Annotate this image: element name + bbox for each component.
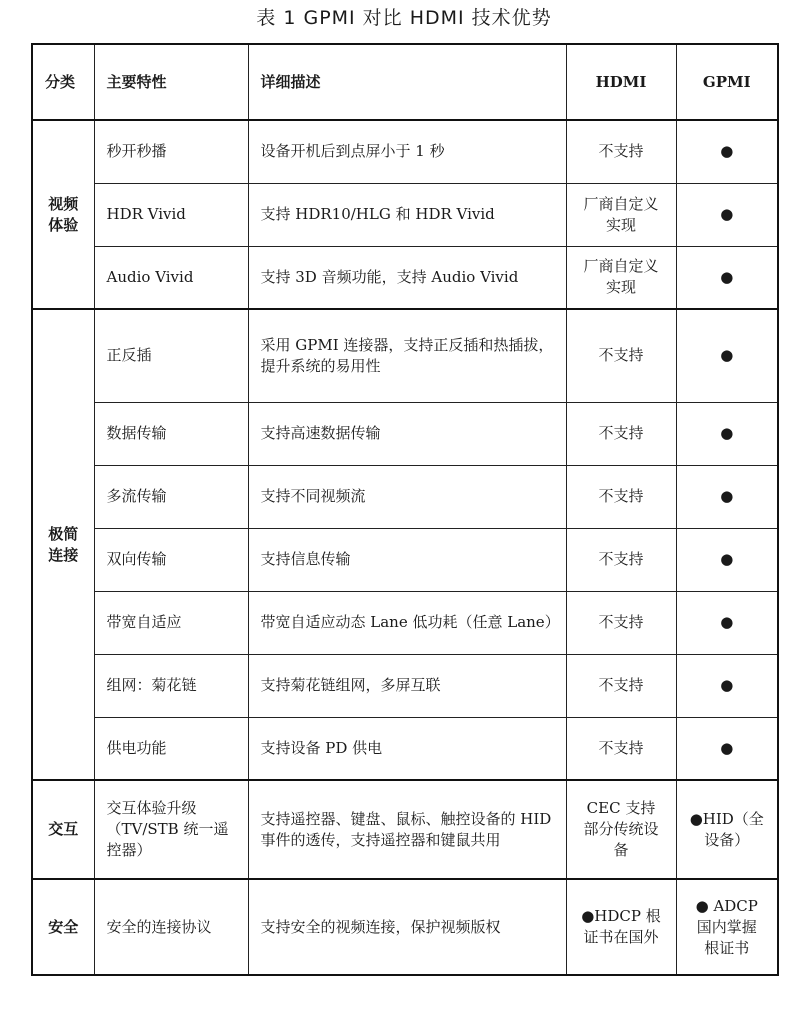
gpmi-cell: ●: [676, 183, 778, 246]
header-description: 详细描述: [248, 44, 566, 120]
header-gpmi: GPMI: [676, 44, 778, 120]
description-cell: 支持 3D 音频功能，支持 Audio Vivid: [248, 246, 566, 309]
hdmi-cell: CEC 支持 部分传统设 备: [566, 780, 676, 879]
gpmi-cell: ●: [676, 717, 778, 780]
description-cell: 支持安全的视频连接，保护视频版权: [248, 879, 566, 975]
description-cell: 支持不同视频流: [248, 465, 566, 528]
feature-cell: 交互体验升级 （TV/STB 统一遥 控器）: [94, 780, 248, 879]
table-row: [32, 528, 778, 591]
feature-cell: 安全的连接协议: [94, 879, 248, 975]
comparison-table: [31, 43, 779, 976]
hdmi-cell: 不支持: [566, 402, 676, 465]
description-cell: 支持 HDR10/HLG 和 HDR Vivid: [248, 183, 566, 246]
hdmi-cell: 不支持: [566, 309, 676, 402]
description-cell: 带宽自适应动态 Lane 低功耗（任意 Lane）: [248, 591, 566, 654]
description-cell: 支持遥控器、键盘、鼠标、触控设备的 HID 事件的透传，支持遥控器和键鼠共用: [248, 780, 566, 879]
table-row: [32, 465, 778, 528]
header-hdmi: HDMI: [566, 44, 676, 120]
description-cell: 支持高速数据传输: [248, 402, 566, 465]
gpmi-cell: ●: [676, 402, 778, 465]
table-row: [32, 246, 778, 309]
table-row: [32, 402, 778, 465]
feature-cell: 正反插: [94, 309, 248, 402]
feature-cell: 秒开秒播: [94, 120, 248, 183]
table-title: 表 1 GPMI 对比 HDMI 技术优势: [256, 7, 552, 29]
feature-cell: 多流传输: [94, 465, 248, 528]
gpmi-cell: ●: [676, 120, 778, 183]
table-row: [32, 879, 778, 975]
hdmi-cell: ●HDCP 根 证书在国外: [566, 879, 676, 975]
feature-cell: 组网：菊花链: [94, 654, 248, 717]
gpmi-cell: ●: [676, 465, 778, 528]
feature-cell: HDR Vivid: [94, 183, 248, 246]
table-row: [32, 780, 778, 879]
description-cell: 采用 GPMI 连接器，支持正反插和热插拔， 提升系统的易用性: [248, 309, 566, 402]
header-category: 分类: [32, 44, 94, 120]
description-cell: 支持菊花链组网，多屏互联: [248, 654, 566, 717]
category-cell: 交互: [32, 780, 94, 879]
description-cell: 设备开机后到点屏小于 1 秒: [248, 120, 566, 183]
hdmi-cell: 不支持: [566, 654, 676, 717]
hdmi-cell: 厂商自定义 实现: [566, 246, 676, 309]
table-row: [32, 183, 778, 246]
category-cell: 极简 连接: [32, 309, 94, 780]
gpmi-cell: ●: [676, 309, 778, 402]
table-row: [32, 654, 778, 717]
table-row: [32, 120, 778, 183]
header-row: [32, 44, 778, 120]
category-cell: 安全: [32, 879, 94, 975]
table-row: [32, 591, 778, 654]
hdmi-cell: 不支持: [566, 717, 676, 780]
gpmi-cell: ●: [676, 528, 778, 591]
hdmi-cell: 不支持: [566, 528, 676, 591]
feature-cell: 带宽自适应: [94, 591, 248, 654]
feature-cell: 供电功能: [94, 717, 248, 780]
table-body: [32, 120, 778, 975]
gpmi-cell: ●HID（全 设备）: [676, 780, 778, 879]
hdmi-cell: 厂商自定义 实现: [566, 183, 676, 246]
table-row: [32, 717, 778, 780]
hdmi-cell: 不支持: [566, 120, 676, 183]
gpmi-cell: ●: [676, 246, 778, 309]
table-row: [32, 309, 778, 402]
feature-cell: 双向传输: [94, 528, 248, 591]
feature-cell: 数据传输: [94, 402, 248, 465]
description-cell: 支持信息传输: [248, 528, 566, 591]
header-feature: 主要特性: [94, 44, 248, 120]
hdmi-cell: 不支持: [566, 465, 676, 528]
feature-cell: Audio Vivid: [94, 246, 248, 309]
gpmi-cell: ● ADCP 国内掌握 根证书: [676, 879, 778, 975]
category-cell: 视频 体验: [32, 120, 94, 309]
gpmi-cell: ●: [676, 591, 778, 654]
hdmi-cell: 不支持: [566, 591, 676, 654]
gpmi-cell: ●: [676, 654, 778, 717]
description-cell: 支持设备 PD 供电: [248, 717, 566, 780]
